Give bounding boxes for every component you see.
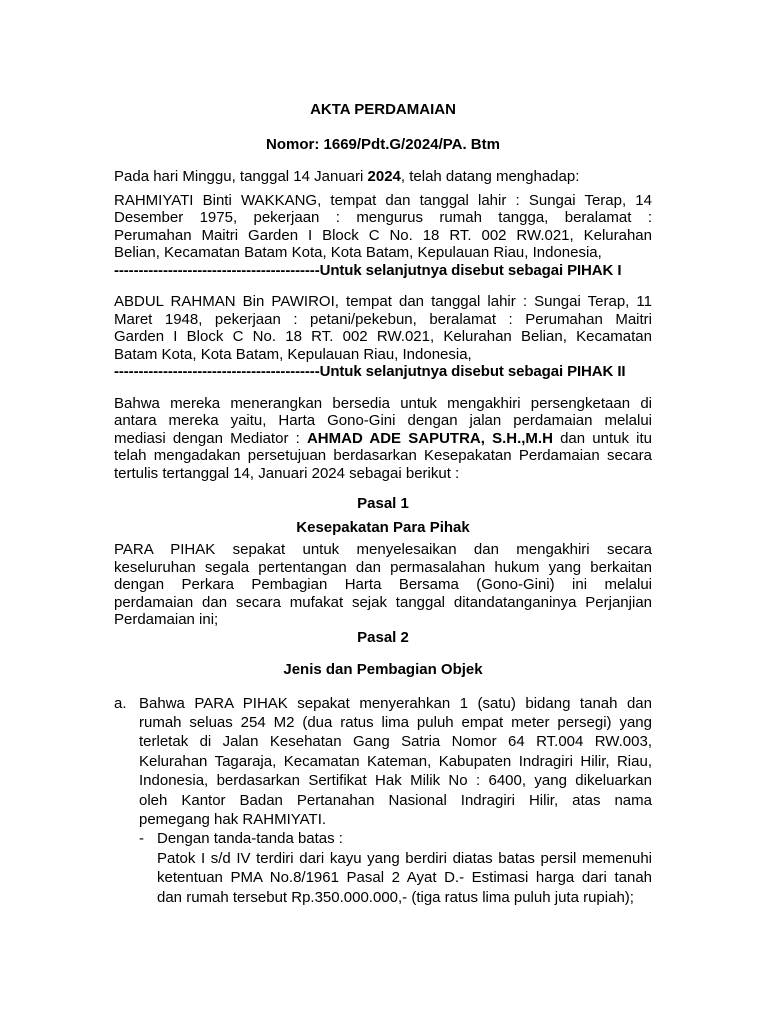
pasal-1-paragraph	[114, 541, 652, 629]
pasal-1-line: perdamaian dan secara mufakat sejak tanggal ditandatanganinya Perjanjian	[114, 593, 652, 611]
party-two-block	[114, 293, 652, 381]
party-two-line: Garden I Block C No. 18 RT. 002 RW.021, Kelurahan Belian, Kecamatan	[114, 328, 652, 345]
item-line: Bahwa PARA PIHAK sepakat menyerahkan 1 (satu) bidang tanah dan	[139, 694, 652, 712]
pasal-1-line: PARA PIHAK sepakat untuk menyelesaikan dan mengakhiri secara	[114, 541, 652, 558]
pasal-1-line: dengan Perkara Pembagian Harta Bersama (Gono-Gini) ini melalui	[114, 576, 652, 593]
mediation-line: Bahwa mereka menerangkan bersedia untuk mengakhiri persengketaan di	[114, 394, 652, 412]
sub-list-item	[114, 829, 652, 907]
item-line: Indonesia, berdasarkan Sertifikat Hak Milik No : 6400, yang dikeluarkan	[139, 772, 652, 790]
pasal-2-title: Jenis dan Pembagian Objek	[283, 661, 483, 678]
party-one-line: Belian, Kecamatan Batam Kota, Kota Batam, Kepulauan Riau, Indonesia,	[114, 244, 602, 261]
document-title: AKTA PERDAMAIAN	[310, 101, 456, 118]
party-one-line: Perumahan Maitri Garden I Block C No. 18 RT. 002 RW.021, Kelurahan	[114, 226, 652, 244]
sub-list-body	[157, 849, 652, 907]
party-two-designation: ------------------------------------------Untuk selanjutnya disebut sebagai PIHAK II	[114, 363, 626, 380]
party-two-line: ABDUL RAHMAN Bin PAWIROI, tempat dan tanggal lahir : Sungai Terap, 11	[114, 293, 652, 310]
sub-list-label: Dengan tanda-tanda batas :	[157, 830, 343, 848]
list-item	[114, 694, 652, 907]
item-line: oleh Kantor Badan Pertanahan Nasional Indragiri Hilir, atas nama	[139, 791, 652, 809]
mediation-post: dan untuk itu	[552, 429, 652, 447]
sub-line: dan rumah tersebut Rp.350.000.000,- (tiga ratus lima puluh juta rupiah);	[157, 888, 634, 906]
list-item-body	[139, 694, 652, 830]
party-two-line: Maret 1948, pekerjaan : petani/pekebun, beralamat : Perumahan Maitri	[114, 310, 652, 328]
sub-list-marker: -	[139, 830, 144, 848]
pasal-2-heading: Pasal 2	[357, 628, 409, 646]
pasal-1-line: keseluruhan segala pertentangan dan permasalahan hukum yang berkaitan	[114, 558, 652, 576]
item-line: rumah seluas 254 M2 (dua ratus lima puluh empat meter persegi) yang	[139, 713, 652, 731]
pasal-1-title: Kesepakatan Para Pihak	[296, 518, 470, 536]
document-body	[114, 101, 652, 907]
item-line: Kelurahan Tagaraja, Kecamatan Kateman, Kabupaten Indragiri Hilir, Riau,	[139, 752, 652, 770]
opening-statement	[114, 168, 652, 186]
party-one-line: Desember 1975, pekerjaan : mengurus rumah tangga, beralamat :	[114, 209, 652, 226]
opening-pre: Pada hari Minggu, tanggal 14 Januari	[114, 168, 368, 185]
party-one-line: RAHMIYATI Binti WAKKANG, tempat dan tanggal lahir : Sungai Terap, 14	[114, 191, 652, 209]
mediation-line	[114, 430, 652, 448]
mediation-line: tertulis tertanggal 14, Januari 2024 sebagai berikut :	[114, 464, 460, 482]
mediation-pre: mediasi dengan Mediator :	[114, 429, 307, 447]
pasal-1-line: Perdamaian ini;	[114, 611, 219, 628]
pasal-1-heading: Pasal 1	[357, 495, 409, 512]
opening-post: , telah datang menghadap:	[400, 168, 580, 185]
list-marker: a.	[114, 694, 127, 712]
document-number: Nomor: 1669/Pdt.G/2024/PA. Btm	[266, 135, 500, 153]
sub-line: ketentuan PMA No.8/1961 Pasal 2 Ayat D.- Estimasi harga dari tanah	[157, 869, 652, 887]
party-one-designation: ------------------------------------------Untuk selanjutnya disebut sebagai PIHAK I	[114, 261, 622, 279]
sub-line: Patok I s/d IV terdiri dari kayu yang berdiri diatas batas persil memenuhi	[157, 849, 652, 867]
mediation-line: antara mereka yaitu, Harta Gono-Gini dengan jalan perdamaian melalui	[114, 412, 652, 429]
party-two-line: Batam Kota, Kota Batam, Kepulauan Riau, Indonesia,	[114, 345, 472, 363]
item-line: terletak di Jalan Kesehatan Gang Satria Nomor 64 RT.004 RW.003,	[139, 733, 652, 751]
mediation-line: telah mengadakan persetujuan berdasarkan Kesepakatan Perdamaian secara	[114, 447, 652, 464]
party-one-block	[114, 192, 652, 280]
opening-year: 2024	[367, 168, 401, 185]
mediation-paragraph	[114, 395, 652, 483]
item-line: pemegang hak RAHMIYATI.	[139, 810, 327, 828]
mediator-name: AHMAD ADE SAPUTRA, S.H.,M.H	[306, 429, 553, 447]
